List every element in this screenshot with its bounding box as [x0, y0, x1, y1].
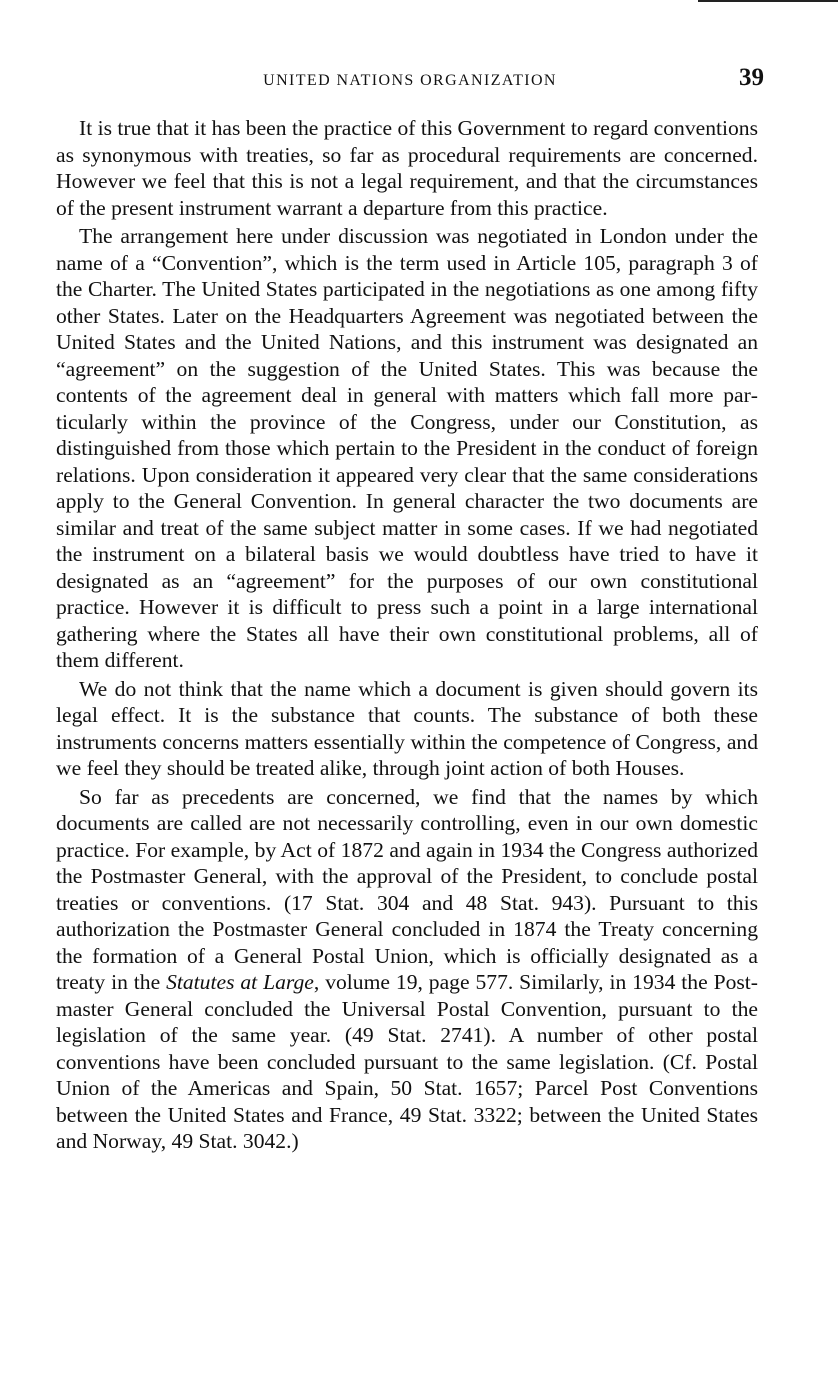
top-corner-rule	[698, 0, 838, 2]
paragraph-precedents-part-1: So far as precedents are concerned, we find that the names by which documents are called are not necessarily controlling, even in our own domestic practice. For example, by Act of 1872 and again in 1934 the Congress authorized the Postmaster General, with the approval of the President, to conclude postal treaties or conventions. (17 Stat. 304 and 48 Stat. 943). Pursuant to this authorization the Postmaster General concluded in 1874 the Treaty concerning the formation of a General Postal Union, which is officially designated as a treaty in the	[56, 784, 758, 994]
paragraph-precedents-part-2: , volume 19, page 577. Similarly, in 1934 the Postmaster General concluded the Universal Postal Convention, pursuant to the legislation of the same year. (49 Stat. 2741). A number of other postal conventions have been concluded pursuant to the same legislation. (Cf. Postal Union of the Americas and Spain, 50 Stat. 1657; Parcel Post Conventions between the United States and France, 49 Stat. 3322; between the United States and Norway, 49 Stat. 3042.)	[56, 970, 758, 1153]
body-text	[56, 115, 758, 1155]
paragraph-arrangement: The arrangement here under discussion was negotiated in London under the name of a “Convention”, which is the term used in Article 105, paragraph 3 of the Charter. The United States participated in the negotiations as one among fifty other States. Later on the Headquarters Agreement was negotiated between the United States and the United Nations, and this instrument was designated an “agreement” on the suggestion of the United States. This was because the contents of the agreement deal in general with matters which fall more particularly within the province of the Congress, under our Constitution, as distinguished from those which pertain to the President in the conduct of foreign relations. Upon consideration it appeared very clear that the same considerations apply to the General Convention. In general character the two documents are similar and treat of the same subject matter in some cases. If we had negotiated the instrument on a bilateral basis we would doubtless have tried to have it designated as an “agreement” for the purposes of our own constitutional practice. However it is difficult to press such a point in a large international gathering where the States all have their own constitutional problems, all of them different.	[56, 224, 758, 672]
paragraph-substance: We do not think that the name which a document is given should govern its legal effect. It is the substance that counts. The substance of both these instruments concerns matters essentially within the competence of Congress, and we feel they should be treated alike, through joint action of both Houses.	[56, 676, 758, 780]
page-header	[56, 64, 764, 98]
statutes-at-large-title: Statutes at Large	[166, 970, 314, 994]
running-head: UNITED NATIONS ORGANIZATION	[263, 72, 557, 89]
paragraph-precedents	[56, 784, 758, 1155]
page-number: 39	[739, 64, 764, 91]
paragraph-practice: It is true that it has been the practice of this Government to regard conventions as synonymous with treaties, so far as procedural requirements are concerned. However we feel that this is not a legal requirement, and that the circumstances of the present instrument warrant a departure from this practice.	[56, 116, 758, 220]
